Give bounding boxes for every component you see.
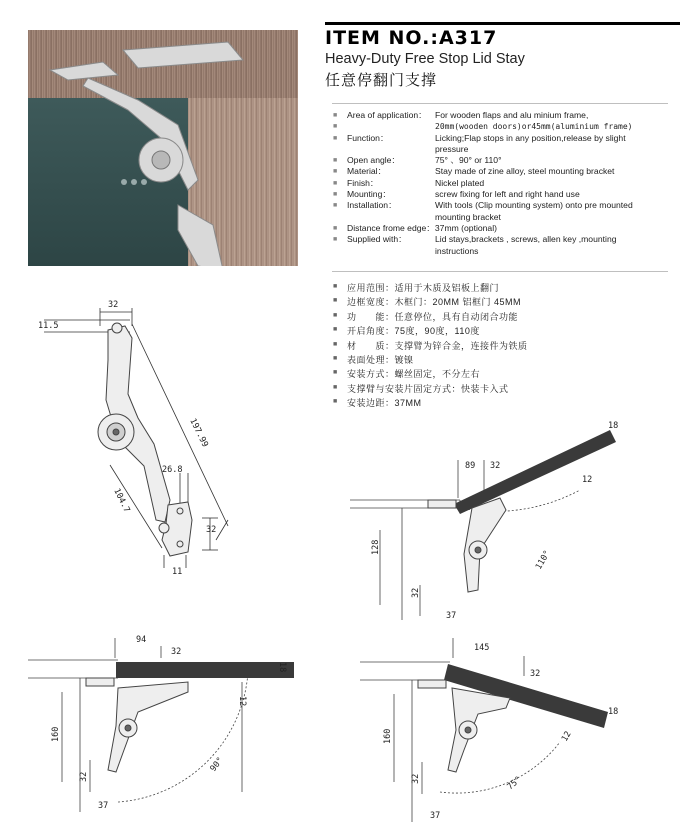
bullet-icon: ■ (333, 157, 338, 165)
spec-list-cn (333, 281, 663, 411)
install-diagram-110 (350, 420, 680, 620)
spec-row (333, 178, 688, 189)
dim-angle-110: 110° (533, 548, 553, 572)
product-title-cn: 任意停翻门支撑 (325, 72, 438, 89)
spec-text-cn: 支撑臂与安装片固定方式：快装卡入式 (347, 383, 509, 394)
install-diagram-75 (360, 632, 640, 822)
bullet-icon: ■ (333, 326, 338, 334)
spec-row-cn (333, 353, 663, 367)
product-photo (28, 30, 298, 266)
spec-label: Area of application： (347, 110, 427, 120)
dim-angle-90: 90° (208, 755, 226, 774)
spec-value: 20mm(wooden doors)or45mm(aluminium frame) (435, 122, 633, 132)
spec-row (333, 234, 688, 245)
spec-row (333, 133, 688, 144)
spec-label (347, 212, 435, 223)
spec-text-cn: 开启角度：75度，90度，110度 (347, 326, 480, 337)
bullet-icon: ■ (333, 369, 338, 377)
spec-label (347, 246, 435, 257)
dim-width: 32 (108, 300, 119, 310)
spec-row-cn (333, 367, 663, 381)
spec-row (333, 223, 688, 234)
spec-label: Finish： (347, 177, 379, 188)
install-diagram-90 (28, 632, 298, 812)
spec-value: instructions (435, 245, 479, 256)
spec-value: Stay made of zine alloy, steel mounting bracket (435, 166, 615, 177)
spec-row (333, 166, 688, 177)
bullet-icon: ■ (333, 168, 338, 176)
spec-label: Function： (347, 132, 389, 143)
spec-value: For wooden flaps and alu minium frame, (435, 110, 589, 120)
dim-b-110: 32 (490, 461, 501, 471)
dim-thick-90: 18 (277, 662, 287, 673)
spec-row-cn (333, 295, 663, 309)
bullet-icon: ■ (333, 202, 338, 210)
dim-thick-75: 18 (608, 707, 619, 717)
dim-b-90: 32 (171, 647, 182, 657)
product-header (325, 22, 685, 90)
bullet-icon: ■ (333, 179, 338, 187)
bullet-icon: ■ (333, 311, 338, 319)
spec-label (347, 121, 435, 132)
dim-low-110: 32 (411, 587, 421, 598)
spec-label: Material： (347, 166, 387, 177)
dim-height-90: 160 (51, 726, 61, 742)
dim-edge-75: 12 (559, 729, 574, 744)
dim-thick-110: 18 (608, 421, 619, 431)
spec-label: Open angle： (347, 155, 401, 166)
bullet-icon: ■ (333, 297, 338, 305)
spec-text-cn: 安装边距：37MM (347, 398, 422, 409)
dim-bracket-offset: 26.8 (162, 465, 183, 475)
bullet-icon: ■ (333, 123, 338, 131)
bullet-icon: ■ (333, 134, 338, 142)
bullet-icon: ■ (333, 112, 338, 119)
spec-row (333, 110, 688, 121)
spec-row-cn (333, 382, 663, 396)
product-title-en: Heavy-Duty Free Stop Lid Stay (325, 51, 525, 67)
header-rule (325, 22, 680, 25)
spec-text-cn: 材 质：支撑臂为锌合金，连接件为铁质 (347, 340, 528, 351)
spec-text-cn: 边框宽度：木框门：20MM 铝框门 45MM (347, 297, 522, 308)
dim-bracket-width: 11 (172, 567, 183, 577)
dim-length: 197.99 (187, 416, 210, 449)
spec-divider-top (332, 103, 668, 104)
bullet-icon: ■ (333, 236, 338, 244)
dim-low-90: 32 (79, 771, 89, 782)
bullet-icon: ■ (333, 383, 338, 391)
dim-edge-90: 12 (237, 696, 247, 707)
spec-text-cn: 表面处理：镀镍 (347, 355, 414, 366)
spec-row-cn (333, 396, 663, 410)
spec-text-cn: 应用范围：适用于木质及铝板上翻门 (347, 283, 500, 293)
dim-bracket-height: 32 (206, 525, 217, 535)
dim-low-75: 32 (411, 773, 421, 784)
spec-value: pressure (435, 143, 469, 154)
spec-row (333, 155, 688, 166)
dim-a-110: 89 (465, 461, 476, 471)
spec-row-cn (333, 281, 663, 295)
spec-row-cn (333, 339, 663, 353)
spec-label: Installation： (347, 200, 397, 211)
spec-row (333, 212, 688, 223)
spec-value: Lid stays,brackets , screws, allen key ,mounting (435, 234, 617, 245)
spec-label: Mounting： (347, 189, 391, 200)
dim-b-75: 32 (530, 669, 541, 679)
spec-row (333, 200, 688, 211)
spec-row-cn (333, 324, 663, 338)
dim-height-75: 160 (383, 728, 393, 744)
spec-text-cn: 安装方式：螺丝固定，不分左右 (347, 369, 481, 380)
spec-value: mounting bracket (435, 211, 501, 222)
spec-label: Distance frome edge：37mm (optional) (347, 222, 497, 233)
bullet-icon: ■ (333, 283, 338, 290)
dim-lower: 104.7 (111, 486, 132, 515)
spec-list-en (333, 110, 688, 257)
spec-value: 75° 、90° or 110° (435, 155, 502, 166)
main-dimension-drawing (20, 290, 320, 610)
spec-row-cn (333, 310, 663, 324)
spec-value: Nickel plated (435, 177, 485, 188)
spec-value (497, 223, 688, 234)
spec-row (333, 121, 688, 132)
spec-label: Supplied with： (347, 234, 407, 245)
dim-dist-90: 37 (98, 801, 109, 811)
dim-edge-110: 12 (582, 475, 593, 485)
spec-value: screw fixing for left and right hand use (435, 189, 580, 200)
dim-dist-110: 37 (446, 611, 457, 621)
spec-text-cn: 功 能：任意停位，具有自动闭合功能 (347, 311, 519, 322)
bullet-icon: ■ (333, 355, 338, 363)
bullet-icon: ■ (333, 224, 338, 232)
dim-a-75: 145 (474, 643, 490, 653)
dim-angle-75: 75° (505, 774, 524, 793)
bullet-icon: ■ (333, 191, 338, 199)
bullet-icon: ■ (333, 398, 338, 406)
spec-row (333, 189, 688, 200)
dim-height-110: 128 (371, 539, 381, 555)
dim-offset: 11.5 (38, 321, 59, 331)
spec-row (333, 144, 688, 155)
spec-value: With tools (Clip mounting system) onto pre mounted (435, 200, 633, 211)
dim-a-90: 94 (136, 635, 147, 645)
dim-dist-75: 37 (430, 811, 441, 821)
lid-stay-illustration (28, 30, 298, 266)
spec-label (347, 144, 435, 155)
item-number: ITEM NO.:A317 (325, 27, 498, 49)
spec-value: Licking;Flap stops in any position,release by slight (435, 132, 626, 143)
spec-row (333, 246, 688, 257)
bullet-icon: ■ (333, 340, 338, 348)
spec-divider-bottom (332, 271, 668, 272)
